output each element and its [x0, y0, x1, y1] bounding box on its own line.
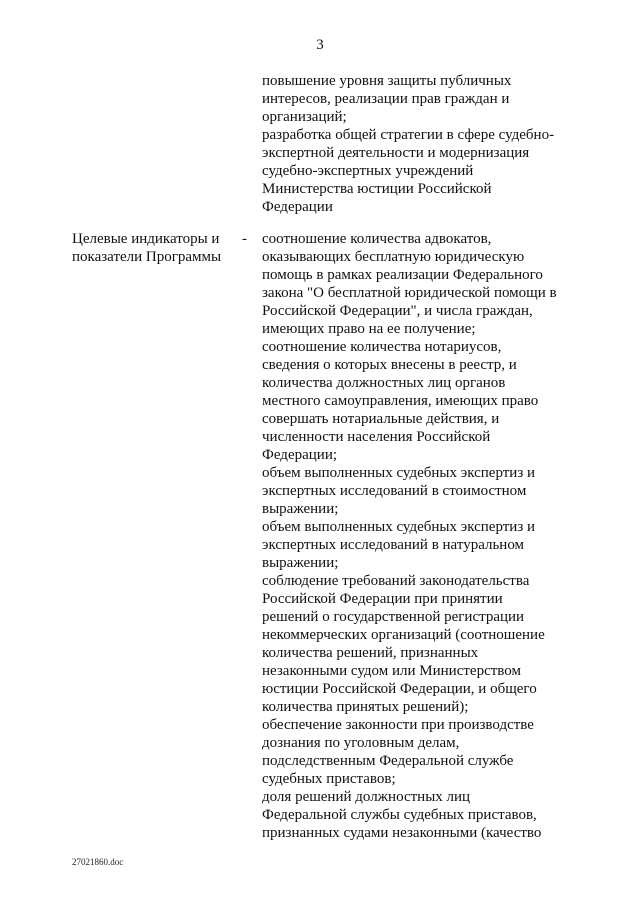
- value-line: подследственным Федеральной службе: [262, 753, 514, 769]
- text-line: интересов, реализации прав граждан и: [262, 91, 510, 107]
- value-line: юстиции Российской Федерации, и общего: [262, 681, 537, 697]
- value-line: закона "О бесплатной юридической помощи в: [262, 285, 557, 301]
- value-line: дознания по уголовным делам,: [262, 735, 460, 751]
- text-line: экспертной деятельности и модернизация: [262, 145, 530, 161]
- value-line: объем выполненных судебных экспертиз и: [262, 465, 536, 481]
- value-line: местного самоуправления, имеющих право: [262, 393, 539, 409]
- value-line: объем выполненных судебных экспертиз и: [262, 519, 536, 535]
- label-line: показатели Программы: [72, 249, 222, 265]
- value-line: имеющих право на ее получение;: [262, 321, 476, 337]
- value-line: количества принятых решений);: [262, 699, 469, 715]
- value-line: численности населения Российской: [262, 429, 491, 445]
- value-line: решений о государственной регистрации: [262, 609, 525, 625]
- text-line: Министерства юстиции Российской: [262, 181, 492, 197]
- value-line: соблюдение требований законодательства: [262, 573, 530, 589]
- value-line: количества решений, признанных: [262, 645, 479, 661]
- value-line: количества должностных лиц органов: [262, 375, 506, 391]
- value-line: экспертных исследований в натуральном: [262, 537, 525, 553]
- value-line: соотношение количества нотариусов,: [262, 339, 502, 355]
- text-line: повышение уровня защиты публичных: [262, 73, 512, 89]
- text-line: Федерации: [262, 199, 333, 215]
- value-line: совершать нотариальные действия, и: [262, 411, 500, 427]
- section-dash: -: [242, 231, 247, 247]
- text-line: разработка общей стратегии в сфере судебно-: [262, 127, 555, 143]
- value-line: Федерации;: [262, 447, 338, 463]
- value-line: обеспечение законности при производстве: [262, 717, 534, 733]
- value-line: доля решений должностных лиц: [262, 789, 471, 805]
- value-line: Российской Федерации при принятии: [262, 591, 503, 607]
- text-line: организаций;: [262, 109, 347, 125]
- value-line: признанных судами незаконными (качество: [262, 825, 542, 841]
- value-line: судебных приставов;: [262, 771, 396, 787]
- value-line: Российской Федерации", и числа граждан,: [262, 303, 533, 319]
- continued-text-block: [262, 72, 592, 216]
- value-line: экспертных исследований в стоимостном: [262, 483, 527, 499]
- footer-doc-id: 27021860.doc: [72, 857, 124, 867]
- section-value: [262, 230, 602, 842]
- text-line: судебно-экспертных учреждений: [262, 163, 474, 179]
- section-label: [72, 230, 242, 266]
- value-line: оказывающих бесплатную юридическую: [262, 249, 525, 265]
- value-line: некоммерческих организаций (соотношение: [262, 627, 545, 643]
- value-line: незаконными судом или Министерством: [262, 663, 521, 679]
- value-line: сведения о которых внесены в реестр, и: [262, 357, 517, 373]
- label-line: Целевые индикаторы и: [72, 231, 220, 247]
- value-line: Федеральной службы судебных приставов,: [262, 807, 537, 823]
- page-number: 3: [316, 37, 324, 53]
- value-line: выражении;: [262, 555, 339, 571]
- value-line: соотношение количества адвокатов,: [262, 231, 492, 247]
- value-line: помощь в рамках реализации Федерального: [262, 267, 543, 283]
- value-line: выражении;: [262, 501, 339, 517]
